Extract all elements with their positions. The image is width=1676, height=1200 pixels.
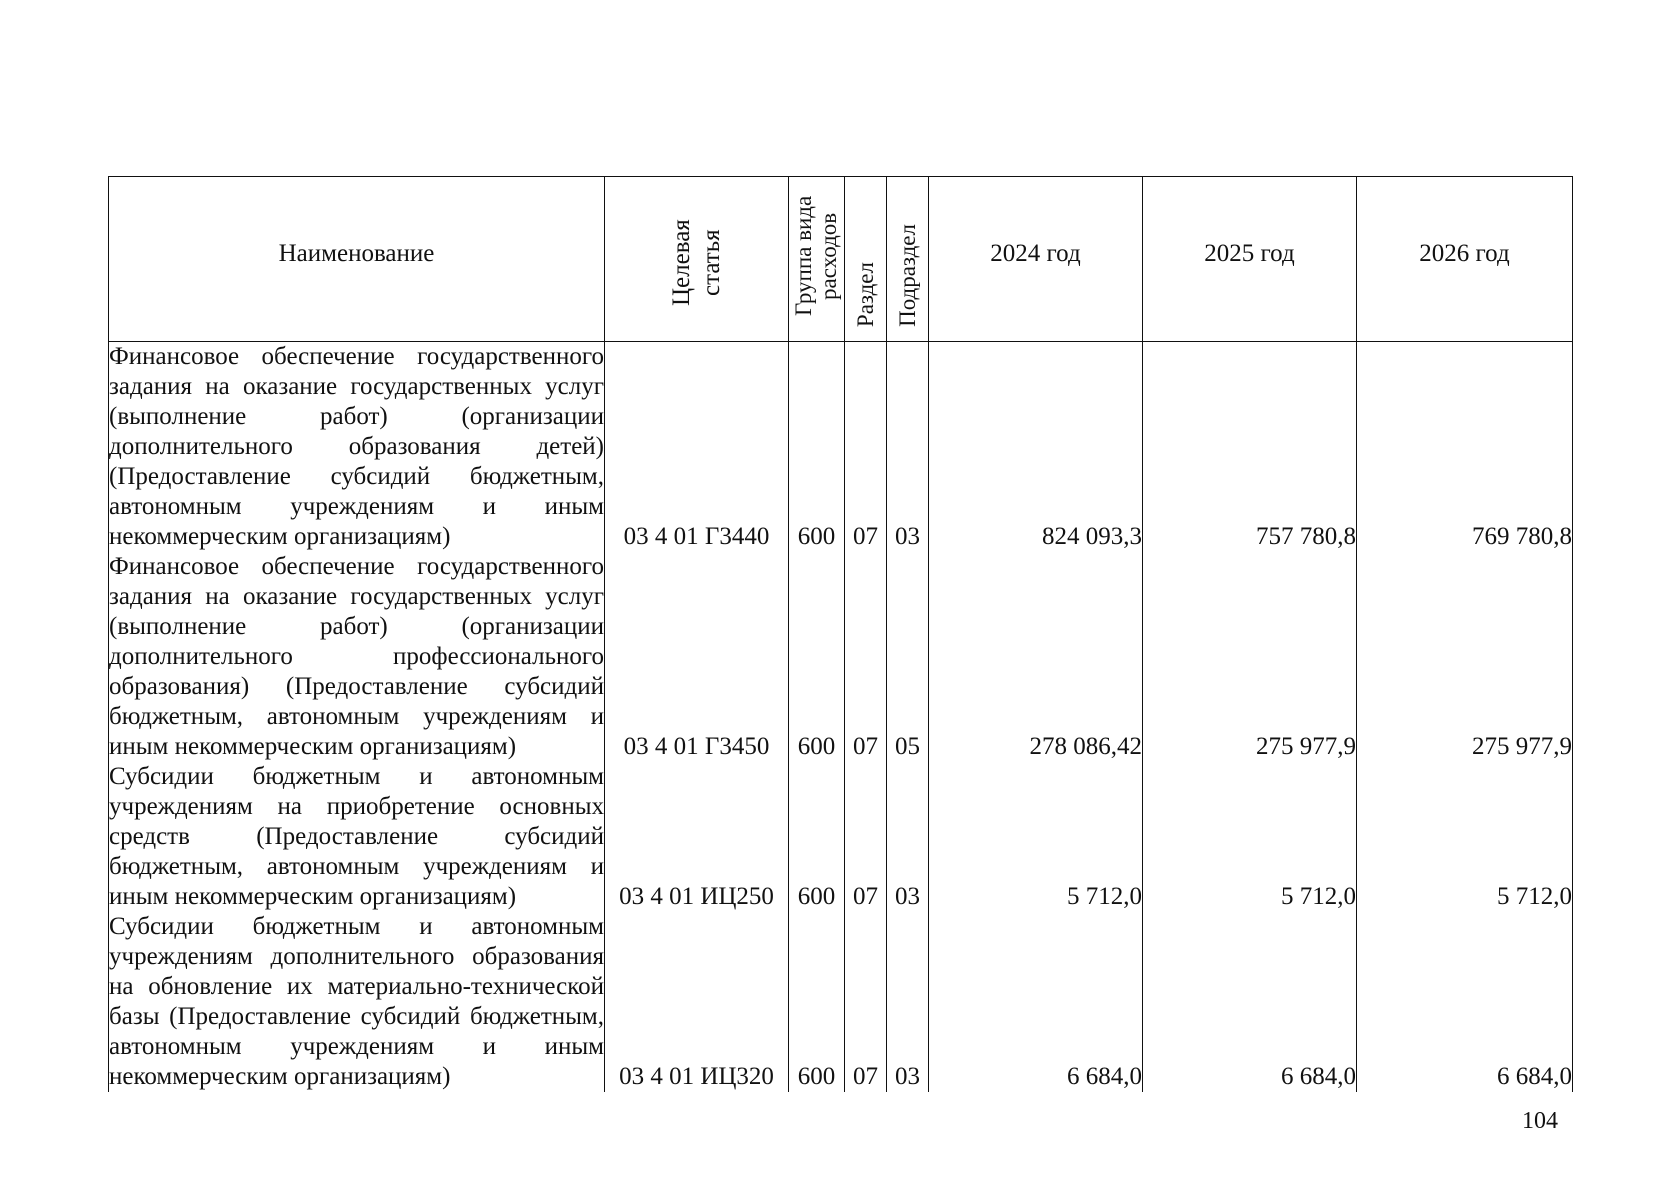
header-year-2024: 2024 год bbox=[929, 177, 1143, 342]
row-amount-2026: 769 780,8 bbox=[1357, 342, 1573, 553]
header-target-article bbox=[605, 177, 789, 342]
row-name: Финансовое обеспечение государственного задания на оказание государственных услуг (выполнение работ) (организации дополнительного профессионального образования) (Предоставление субсидий бюджетным, автономным учреждениям и иным некоммерческим организациям) bbox=[109, 553, 604, 760]
row-amount-2025: 757 780,8 bbox=[1143, 342, 1357, 553]
row-amount-2025: 6 684,0 bbox=[1143, 912, 1357, 1092]
table-body bbox=[109, 342, 1573, 1093]
table-row bbox=[109, 552, 1573, 762]
row-expense-group: 600 bbox=[789, 912, 845, 1092]
header-subsection-label: Подраздел bbox=[894, 224, 920, 327]
table-row bbox=[109, 762, 1573, 912]
row-amount-2026: 275 977,9 bbox=[1357, 552, 1573, 762]
header-expense-group-label: Группа вида расходов bbox=[790, 195, 841, 317]
header-section-label: Раздел bbox=[852, 261, 878, 327]
row-amount-2024: 5 712,0 bbox=[929, 762, 1143, 912]
row-amount-2024: 6 684,0 bbox=[929, 912, 1143, 1092]
row-amount-2026: 5 712,0 bbox=[1357, 762, 1573, 912]
row-section: 07 bbox=[845, 912, 887, 1092]
header-section bbox=[845, 177, 887, 342]
row-section: 07 bbox=[845, 342, 887, 553]
row-amount-2026: 6 684,0 bbox=[1357, 912, 1573, 1092]
row-section: 07 bbox=[845, 762, 887, 912]
row-subsection: 05 bbox=[887, 552, 929, 762]
header-expense-group bbox=[789, 177, 845, 342]
page-number: 104 bbox=[1522, 1108, 1558, 1134]
row-target-article: 03 4 01 ИЦ250 bbox=[605, 762, 789, 912]
row-expense-group: 600 bbox=[789, 552, 845, 762]
header-subsection bbox=[887, 177, 929, 342]
header-year-2026: 2026 год bbox=[1357, 177, 1573, 342]
row-name: Субсидии бюджетным и автономным учреждениям дополнительного образования на обновление их материально-технической базы (Предоставление субсидий бюджетным, автономным учреждениям и иным некоммерческим организациям) bbox=[109, 913, 604, 1090]
row-expense-group: 600 bbox=[789, 762, 845, 912]
row-subsection: 03 bbox=[887, 762, 929, 912]
row-amount-2024: 824 093,3 bbox=[929, 342, 1143, 553]
row-name: Финансовое обеспечение государственного задания на оказание государственных услуг (выполнение работ) (организации дополнительного образования детей) (Предоставление субсидий бюджетным, автономным учреждениям и иным некоммерческим организациям) bbox=[109, 343, 604, 550]
row-subsection: 03 bbox=[887, 912, 929, 1092]
row-section: 07 bbox=[845, 552, 887, 762]
table-row bbox=[109, 342, 1573, 553]
header-name: Наименование bbox=[109, 177, 605, 342]
header-row bbox=[109, 177, 1573, 342]
table-header bbox=[109, 177, 1573, 342]
row-target-article: 03 4 01 Г3440 bbox=[605, 342, 789, 553]
table-row bbox=[109, 912, 1573, 1092]
row-amount-2024: 278 086,42 bbox=[929, 552, 1143, 762]
header-year-2025: 2025 год bbox=[1143, 177, 1357, 342]
row-amount-2025: 275 977,9 bbox=[1143, 552, 1357, 762]
row-amount-2025: 5 712,0 bbox=[1143, 762, 1357, 912]
row-target-article: 03 4 01 ИЦ320 bbox=[605, 912, 789, 1092]
row-expense-group: 600 bbox=[789, 342, 845, 553]
row-subsection: 03 bbox=[887, 342, 929, 553]
header-target-article-label: Целевая статья bbox=[667, 219, 725, 307]
row-name: Субсидии бюджетным и автономным учреждениям на приобретение основных средств (Предоставление субсидий бюджетным, автономным учреждениям и иным некоммерческим организациям) bbox=[109, 763, 604, 910]
row-target-article: 03 4 01 Г3450 bbox=[605, 552, 789, 762]
budget-table bbox=[108, 176, 1573, 1092]
